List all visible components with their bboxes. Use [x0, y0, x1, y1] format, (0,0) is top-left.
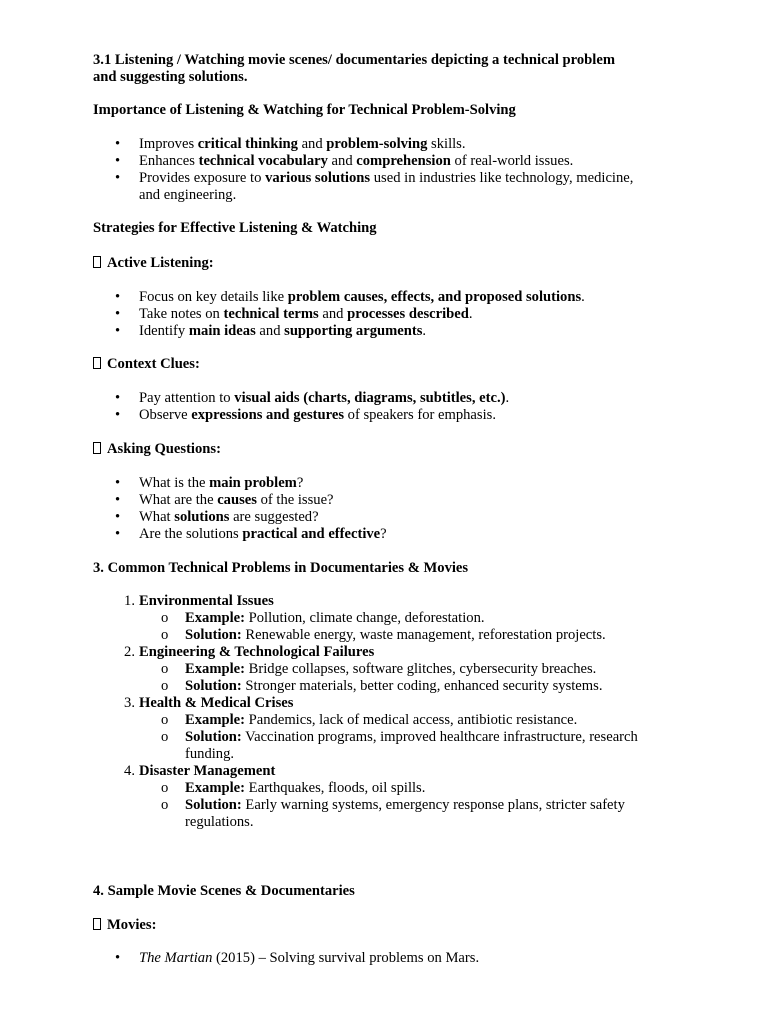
bullet-icon: • [115, 492, 121, 508]
circle-bullet-icon: o [161, 610, 169, 626]
bullet-icon: • [115, 306, 121, 322]
circle-bullet-icon: o [161, 627, 169, 643]
importance-heading: Importance of Listening & Watching for Technical Problem-Solving [93, 102, 516, 118]
samples-heading: 4. Sample Movie Scenes & Documentaries [93, 883, 355, 899]
asking-questions-heading: Asking Questions: [93, 441, 693, 458]
circle-bullet-icon: o [161, 780, 169, 796]
bullet-icon: • [115, 526, 121, 542]
common-problems-heading: 3. Common Technical Problems in Documentaries & Movies [93, 560, 469, 576]
section-title: 3.1 Listening / Watching movie scenes/ documentaries depicting a technical problem and suggesting solutions. [93, 52, 615, 85]
movies-heading: Movies: [93, 917, 693, 934]
bullet-icon: • [115, 170, 121, 186]
circle-bullet-icon: o [161, 678, 169, 694]
bullet-icon: • [115, 390, 121, 406]
context-clues-heading: Context Clues: [93, 356, 693, 373]
bullet-icon: • [115, 289, 121, 305]
strategies-heading: Strategies for Effective Listening & Watching [93, 220, 377, 236]
bullet-icon: • [115, 475, 121, 491]
checkbox-glyph-icon [93, 357, 101, 369]
bullet-icon: • [115, 136, 121, 152]
bullet-icon: • [115, 323, 121, 339]
bullet-icon: • [115, 509, 121, 525]
active-listening-heading: Active Listening: [93, 255, 693, 272]
circle-bullet-icon: o [161, 712, 169, 728]
document-page: 3.1 Listening / Watching movie scenes/ documentaries depicting a technical problem and suggesting solutions. Importance of Listening & Watching for Technical Problem-Solving • Improves critical thinking and problem-solving skills. • Enhances technical vocabulary and comprehension of real-world issues. • Provides exposure to various solutions used in industries like technology, medicine, and engineering. Strategies for Effective Listening & Watching Active Listening: • Focus on key details like problem causes, effects, and proposed solutions. • Take notes on technical terms and processes described. • Identify main ideas and supporting arguments. Context Clues: • Pay attention to visual aids (charts, diagrams, subtitles, etc.). • Observe expressions and gestures of speakers for emphasis. Asking Questions: • What is the main problem? • What are the causes of the issue? • What solutions are suggested? • Are the solutions practical and effective? 3. Common Technical Problems in Documentaries & Movies 1. Environmental Issues o Example: Pollution, climate change, deforestation. o Solution: Renewable energy, waste management, reforestation projects. 2. Engineering & Technological Failures o Example: Bridge collapses, software glitches, cybersecurity breaches. o Solution: Stronger materials, better coding, enhanced security systems. 3. Health & Medical Crises o Example: Pandemics, lack of medical access, antibiotic resistance. o Solution: Vaccination programs, improved healthcare infrastructure, research funding. 4. Disaster Management o Example: Earthquakes, floods, oil spills. o Solution: Early warning systems, emergency response plans, stricter safety regulations. 4. Sample Movie Scenes & Documentaries Movies: • The Martian (2015) – Solving survival problems on Mars. [0, 0, 768, 1024]
bullet-icon: • [115, 950, 121, 966]
circle-bullet-icon: o [161, 797, 169, 813]
circle-bullet-icon: o [161, 729, 169, 745]
checkbox-glyph-icon [93, 256, 101, 268]
bullet-icon: • [115, 407, 121, 423]
bullet-icon: • [115, 153, 121, 169]
checkbox-glyph-icon [93, 442, 101, 454]
circle-bullet-icon: o [161, 661, 169, 677]
checkbox-glyph-icon [93, 918, 101, 930]
